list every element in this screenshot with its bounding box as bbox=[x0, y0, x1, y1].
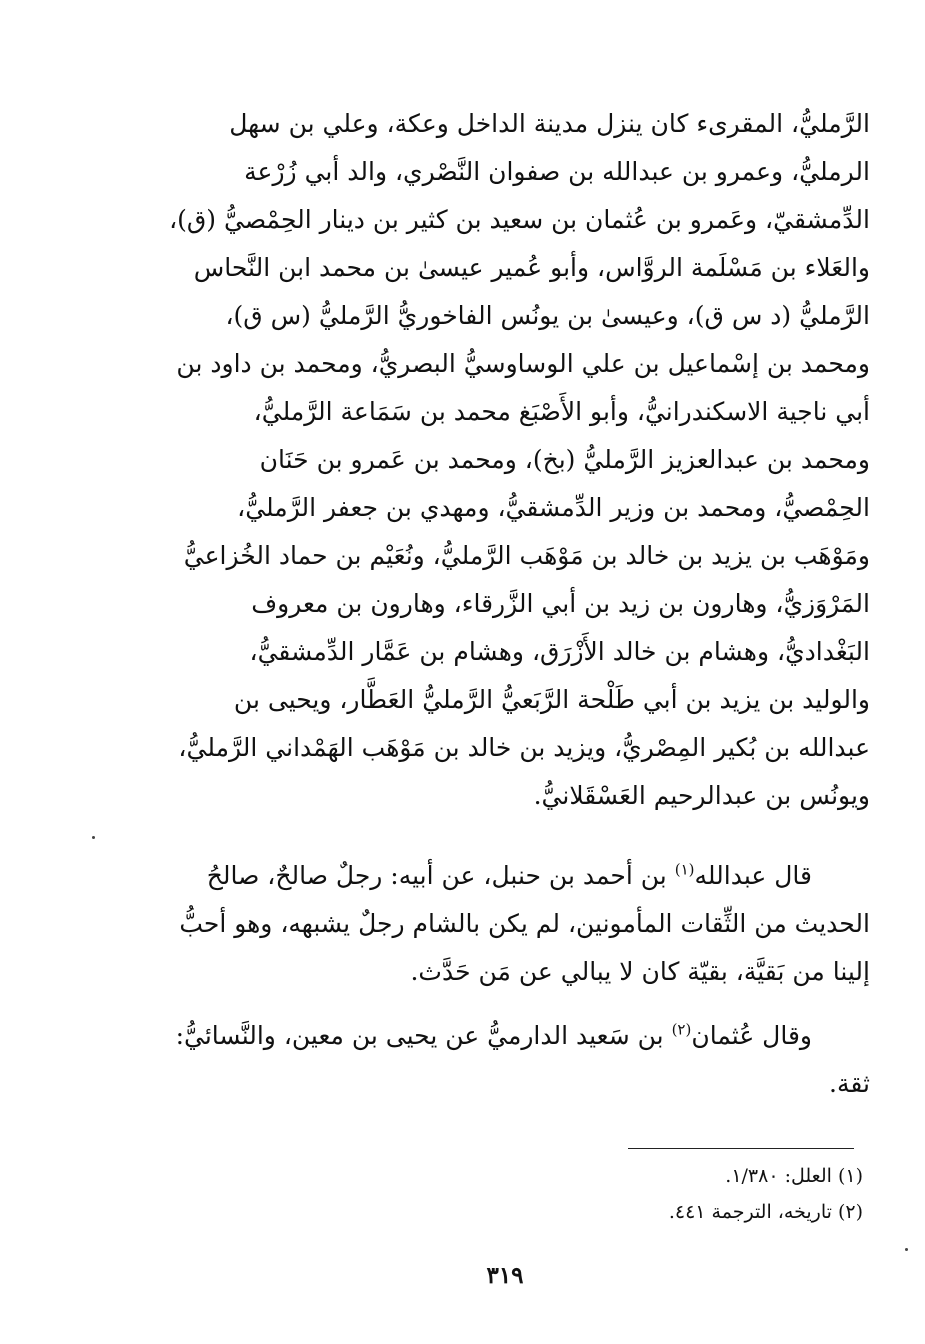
page-number: ٣١٩ bbox=[486, 1262, 524, 1289]
text-fragment: بن أحمد بن حنبل، عن أبيه: رجلٌ صالحٌ، صالحُ bbox=[206, 861, 675, 890]
text-line: ثقة. bbox=[829, 1069, 870, 1098]
abdullah-quote-paragraph bbox=[160, 852, 870, 996]
text-line: الرَّمليُّ (د س ق)، وعيسىٰ بن يونُس الفاخوريُّ الرَّمليُّ (س ق)، bbox=[225, 301, 870, 330]
text-line: الرمليُّ، وعمرو بن عبدالله بن صفوان النَّصْري، والد أبي زُرْعة bbox=[244, 157, 870, 186]
text-line: الحديث من الثِّقات المأمونين، لم يكن بالشام رجلٌ يشبهه، وهو أحبُّ bbox=[179, 909, 870, 938]
text-line: والوليد بن يزيد بن أبي طَلْحة الرَّبَعيُّ الرَّمليُّ العَطَّار، ويحيى بن bbox=[233, 685, 870, 714]
text-line: ويونُس بن عبدالرحيم العَسْقَلانيُّ. bbox=[533, 781, 870, 810]
narrators-list-paragraph bbox=[160, 100, 870, 820]
text-line: أبي ناجية الاسكندرانيُّ، وأبو الأَصْبَغ محمد بن سَمَاعة الرَّمليُّ، bbox=[253, 397, 870, 426]
text-line: والعَلاء بن مَسْلَمة الروَّاس، وأبو عُمير عيسىٰ بن محمد ابن النَّحاس bbox=[193, 253, 870, 282]
footnote-2: (٢) تاريخه، الترجمة ٤٤١. bbox=[668, 1201, 863, 1223]
text-line: ومحمد بن إسْماعيل بن علي الوساوسيُّ البصريُّ، ومحمد بن داود بن bbox=[176, 349, 870, 378]
footnote-1: (١) العلل: ١/٣٨٠. bbox=[725, 1165, 863, 1187]
uthman-quote-paragraph bbox=[160, 1012, 870, 1108]
text-fragment: وقال عُثمان bbox=[691, 1021, 812, 1050]
text-line: الحِمْصيُّ، ومحمد بن وزير الدِّمشقيُّ، ومهدي بن جعفر الرَّمليُّ، bbox=[237, 493, 870, 522]
scan-speck bbox=[92, 836, 95, 839]
text-line: ومَوْهَب بن يزيد بن خالد بن مَوْهَب الرَّمليُّ، ونُعَيْم بن حماد الخُزاعيُّ bbox=[183, 541, 870, 570]
text-line: عبدالله بن بُكير المِصْريُّ، ويزيد بن خالد بن مَوْهَب الهَمْداني الرَّمليُّ، bbox=[178, 733, 870, 762]
text-line: المَرْوَزيُّ، وهارون بن زيد بن أبي الزَّرقاء، وهارون بن معروف bbox=[251, 589, 870, 618]
text-fragment: بن سَعيد الدارميُّ عن يحيى بن معين، والنَّسائيُّ: bbox=[175, 1021, 672, 1050]
footnotes bbox=[463, 1158, 863, 1230]
text-line: الرَّمليُّ، المقرىء كان ينزل مدينة الداخل وعكة، وعلي بن سهل bbox=[229, 109, 870, 138]
text-fragment: قال عبدالله bbox=[694, 861, 812, 890]
text-line bbox=[160, 1012, 870, 1060]
text-line: الدِّمشقيّ، وعَمرو بن عُثمان بن سعيد بن كثير بن دينار الحِمْصيُّ (ق)، bbox=[169, 205, 870, 234]
text-line: البَغْداديُّ، وهشام بن خالد الأَزْرَق، وهشام بن عَمَّار الدِّمشقيُّ، bbox=[249, 637, 870, 666]
text-line: ومحمد بن عبدالعزيز الرَّمليُّ (بخ)، ومحمد بن عَمرو بن حَنَان bbox=[259, 445, 870, 474]
scan-speck bbox=[905, 1248, 908, 1251]
footnote-separator bbox=[628, 1148, 854, 1149]
text-line: إلينا من بَقيَّة، بقيّة كان لا يبالي عن مَن حَدَّث. bbox=[410, 957, 870, 986]
footnote-ref-1[interactable]: (١) bbox=[674, 860, 695, 879]
text-line bbox=[160, 852, 870, 900]
footnote-ref-2[interactable]: (٢) bbox=[671, 1020, 692, 1039]
